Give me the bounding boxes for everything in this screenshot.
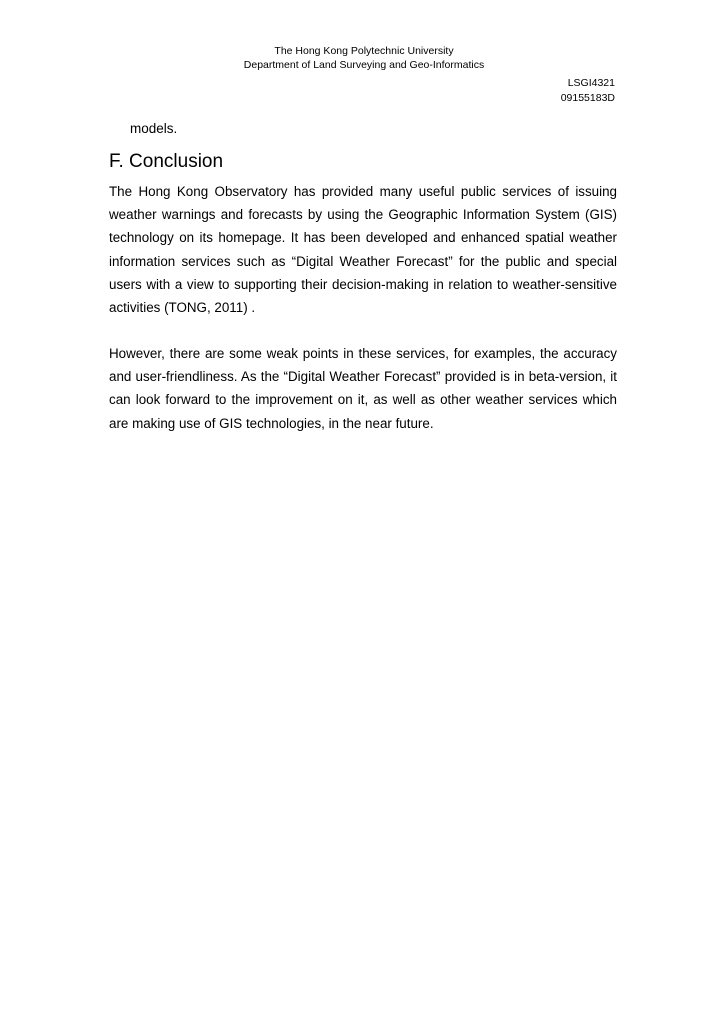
section-title: F. Conclusion (109, 151, 224, 172)
header-course-code: LSGI4321 (567, 77, 615, 89)
paragraph-1: The Hong Kong Observatory has provided many useful public services of issuing weather warnings and forecasts by using the Geographic Information System (GIS) technology on its homepage. It has been developed and enhanced spatial weather information services such as “Digital Weather Forecast” for the public and special users with a view to supporting their decision-making in relation to weather-sensitive activities (TONG, 2011) . (109, 184, 617, 316)
header-university: The Hong Kong Polytechnic University (274, 45, 454, 57)
continuation-text: models. (130, 121, 178, 136)
header-student-id: 09155183D (560, 92, 615, 104)
header-department: Department of Land Surveying and Geo-Informatics (243, 59, 485, 71)
paragraph-2: However, there are some weak points in these services, for examples, the accuracy and user-friendliness. As the “Digital Weather Forecast” provided is in beta-version, it can look forward to the improvement on it, as well as other weather services which are making use of GIS technologies, in the near future. (109, 346, 617, 431)
